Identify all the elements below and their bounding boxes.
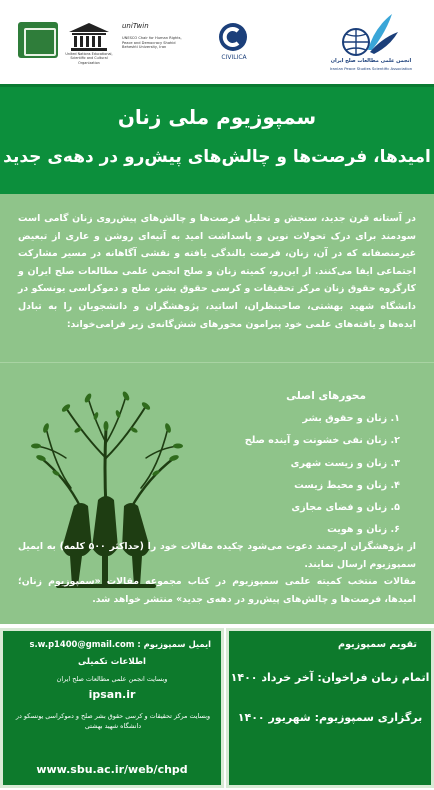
axes-list [210,408,400,542]
page-title: سمپوزیوم ملی زنان [117,105,317,129]
unesco-caption: United Nations Educational, Scientific and Cultural Organization [65,52,113,65]
invite-paragraph-2: مقالات منتخب کمیته علمی سمپوزیوم در کتاب مجموعه مقالات «سمپوزیوم زنان؛ امیدها، فرصت‌ها و چالش‌های پیش‌رو در دهه‌ی جدید» منتشر خواهد شد. [18,576,416,605]
calendar-box [226,628,434,788]
unitwin-caption: UNESCO Chair for Human Rights, Peace and Democracy Shahid Beheshti University, Iran [122,36,182,49]
calendar-title: تقویم سمپوزیوم [338,639,417,650]
email-label: ایمیل سمپوزیوم : [137,639,211,649]
center-site-label: وبسایت مرکز تحقیقات و کرسی حقوق بشر صلح و دموکراسی یونسکو در دانشگاه شهید بهشتی [15,712,211,730]
invitation-text [18,538,416,608]
invite-paragraph-1: از پژوهشگران ارجمند دعوت می‌شود چکیده مقالات خود را (حداکثر ۵۰۰ کلمه) به ایمیل سمپوزیوم ارسال نمایند. [18,541,416,570]
deadline-text: اتمام زمان فراخوان: آخر خرداد ۱۴۰۰ [230,671,430,684]
sbu-url-link[interactable]: www.sbu.ac.ir/web/chpd [36,763,188,776]
body-section [0,194,434,624]
title-band [0,84,434,194]
axes-title: محورهای اصلی [286,390,366,402]
email-link[interactable]: s.w.p1400@gmail.com [29,639,135,649]
list-item: ۱. زنان و حقوق بشر [302,413,400,424]
unesco-logo-icon [66,22,112,52]
info-title: اطلاعات تکمیلی [78,657,146,667]
civilica-caption: CIVILICA [221,54,247,61]
ipsa-caption-en: Iranian Peace Studies Scientific Association [329,66,413,71]
footer [0,624,434,790]
list-item: ۶. زنان و هویت [327,524,400,536]
event-date-text: برگزاری سمپوزیوم: شهریور ۱۴۰۰ [237,711,423,724]
list-item: ۲. زنان نفی خشونت و آینده صلح [244,435,400,447]
ipsa-logo-icon [340,10,400,60]
ipsa-caption-fa: انجمن علمی مطالعات صلح ایران [330,58,412,64]
logo-strip [0,0,434,84]
ipsa-site-label: وبسایت انجمن علمی مطالعات صلح ایران [56,675,168,683]
section-divider [0,362,434,363]
list-item: ۳. زنان و زیست شهری [290,457,400,469]
ipsa-url-link[interactable]: ipsan.ir [88,688,136,701]
intro-paragraph: در آستانه قرن جدید، سنجش و تحلیل فرصت‌ها و چالش‌های پیش‌روی زنان گامی است سودمند برای درک تحولات نوین و پاسداشت امید به آتیه‌ای روشن و عاری از تبعیض غیرمنصفانه که در آن، زنان، فرصت بالندگی یافته و نقشی آگاهانه در مسیر مشارکت اجتماعی ایفا می‌کنند. از این‌رو، کمیته زنان و صلح انجمن علمی مطالعات صلح ایران و کارگروه حقوق زنان مرکز تحقیقات و کرسی حقوق بشر، صلح و دموکراسی یونسکو در دانشگاه شهید بهشتی، صاحبنظران، اساتید، پژوهشگران و دانشجویان را به تبادل ایده‌ها و یافته‌های علمی خود پیرامون محورهای شش‌گانه‌ی زیر فرامی‌خواند: [18,213,416,330]
page-subtitle: امیدها، فرصت‌ها و چالش‌های پیش‌رو در دهه‌ی جدید [3,147,431,167]
contact-box [0,628,224,788]
calligraphy-logo-icon [18,22,58,58]
civilica-logo-icon [218,22,248,52]
list-item: ۵. زنان و فضای مجازی [291,502,400,514]
unitwin-name: uniTwin [122,22,149,30]
list-item: ۴. زنان و محیط زیست [294,479,400,491]
email-line [30,639,211,649]
